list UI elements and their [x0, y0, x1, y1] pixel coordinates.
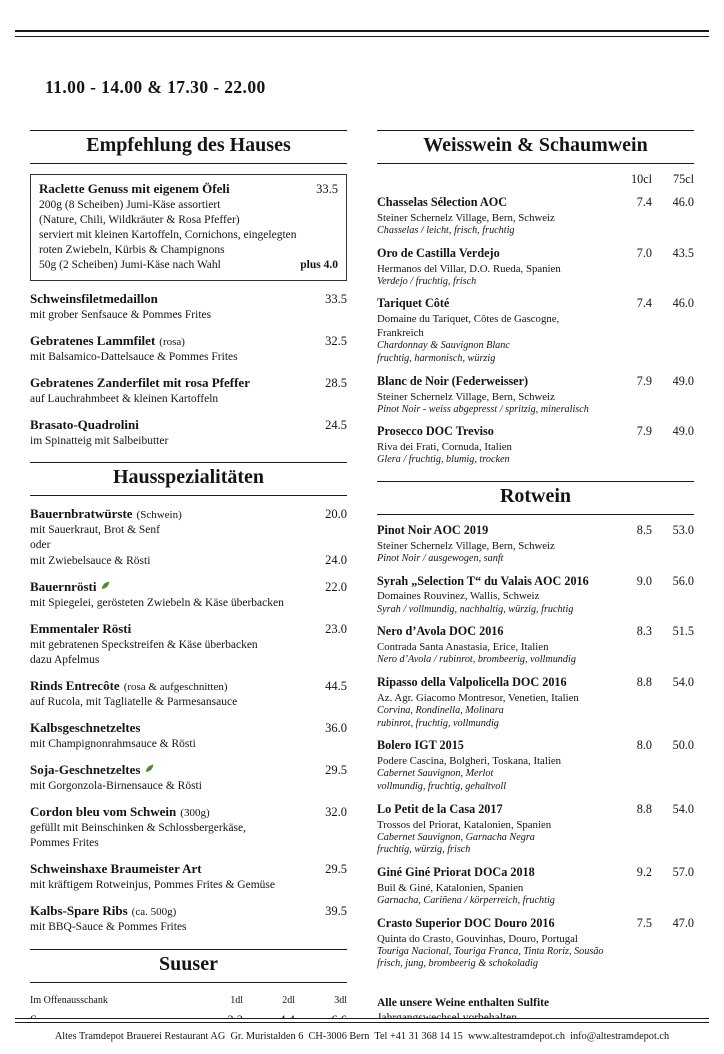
wine-descriptor: Verdejo / fruchtig, frisch [377, 275, 477, 287]
item-extra-row [39, 258, 338, 273]
menu-item [30, 416, 347, 449]
item-description: mit BBQ-Sauce & Pommes Frites [30, 920, 187, 933]
col-10cl: 10cl [631, 172, 652, 186]
wine-producer: Quinta do Crasto, Gouvinhas, Douro, Portugal [377, 932, 578, 945]
wine-item [377, 624, 694, 667]
wine-price-75cl: 46.0 [672, 195, 694, 209]
wine-producer: Az. Agr. Giacomo Montresor, Venetien, Italien [377, 691, 579, 704]
col-2dl: 2dl [282, 994, 295, 1006]
wine-item [377, 424, 694, 467]
wine-producer: Hermanos del Villar, D.O. Rueda, Spanien [377, 262, 561, 275]
item-title-row [30, 719, 347, 737]
item-extra-price: plus 4.0 [300, 258, 338, 271]
wine-name: Giné Giné Priorat DOCa 2018 [377, 865, 535, 880]
item-name-wrap [39, 180, 294, 198]
col-75cl: 75cl [673, 172, 694, 186]
wine-name: Blanc de Noir (Federweisser) [377, 373, 529, 388]
wine-item [377, 523, 694, 566]
item-alt-price: 24.0 [325, 553, 347, 568]
item-name-wrap [30, 505, 303, 523]
wine-price-75cl: 56.0 [672, 573, 694, 588]
wine-price-10cl: 7.5 [636, 915, 652, 930]
item-name: Brasato-Quadrolini [30, 416, 139, 432]
item-name-wrap [30, 416, 303, 434]
item-name: Raclette Genuss mit eigenem Öfeli [39, 181, 230, 196]
wine-price-10cl: 8.5 [636, 522, 652, 537]
item-description: auf Rucola, mit Tagliatelle & Parmesansauce [30, 696, 238, 709]
wine-title-row [377, 916, 694, 932]
wine-price-75cl: 54.0 [672, 674, 694, 689]
vegetarian-leaf-icon [144, 763, 155, 774]
wine-descriptor: vollmundig, fruchtig, gehaltvoll [377, 780, 507, 792]
wine-descriptor: Touriga Nacional, Touriga Franca, Tinta Roriz, Sousão [377, 945, 604, 957]
wine-producer: Podere Cascina, Bolgheri, Toskana, Italien [377, 755, 562, 768]
wine-title-row [377, 296, 694, 312]
item-description: Pommes Frites [30, 836, 99, 849]
item-description: gefüllt mit Beinschinken & Schlossbergerkäse, [30, 821, 247, 834]
wine-descriptor: Syrah / vollmundig, nachhaltig, würzig, fruchtig [377, 603, 574, 615]
item-price: 20.0 [325, 507, 347, 522]
wine-item [377, 574, 694, 617]
item-price: 32.0 [325, 804, 347, 819]
item-suffix: (ca. 500g) [131, 905, 177, 918]
suuser-label: Im Offenausschank [30, 994, 108, 1006]
wine-title-row [377, 523, 694, 539]
wine-price-10cl: 9.0 [636, 573, 652, 588]
item-title-row [30, 505, 347, 523]
menu-item [30, 578, 347, 611]
item-alt-row [30, 553, 347, 569]
wine-price-10cl: 7.9 [636, 424, 652, 439]
wine-producer: Steiner Schernelz Village, Bern, Schweiz [377, 211, 555, 224]
section-title-hausspezialitaeten: Hausspezialitäten [30, 462, 347, 496]
menu-item [30, 803, 347, 851]
item-name-wrap [30, 578, 303, 596]
item-description: mit Spiegelei, gerösteten Zwiebeln & Käse überbacken [30, 597, 284, 610]
menu-columns [0, 98, 724, 1028]
wine-price-10cl: 8.8 [636, 801, 652, 816]
item-title-row [30, 416, 347, 434]
col-1dl: 1dl [230, 994, 243, 1006]
wine-price-75cl: 43.5 [672, 245, 694, 260]
wine-item [377, 916, 694, 971]
item-title-row [30, 803, 347, 821]
item-title-row [30, 374, 347, 392]
item-name-wrap [30, 620, 303, 638]
right-column [377, 116, 694, 1024]
item-suffix: (300g) [180, 806, 210, 819]
page-footer [0, 1018, 724, 1054]
item-suffix: (rosa & aufgeschnitten) [123, 681, 228, 694]
item-description: mit Zwiebelsauce & Rösti [30, 555, 151, 568]
wine-descriptor: Chardonnay & Sauvignon Blanc [377, 340, 510, 352]
wine-producer: Trossos del Priorat, Katalonien, Spanien [377, 818, 552, 831]
item-title-row [30, 677, 347, 695]
item-name-wrap [30, 761, 303, 779]
item-title-row [30, 761, 347, 779]
footer-rule-1 [15, 1018, 709, 1019]
top-rule-thin [15, 36, 709, 37]
item-title-row [30, 860, 347, 878]
suuser-header-row [30, 995, 347, 1006]
item-name: Soja-Geschnetzeltes [30, 761, 141, 777]
raclette-highlight-box [30, 174, 347, 281]
section-title-weisswein: Weisswein & Schaumwein [377, 130, 694, 164]
wine-descriptor: Nero d’Avola / rubinrot, brombeerig, vollmundig [377, 654, 576, 666]
item-price: 22.0 [325, 580, 347, 595]
wine-title-row [377, 865, 694, 881]
wine-producer: Steiner Schernelz Village, Bern, Schweiz [377, 539, 555, 552]
item-price: 36.0 [325, 721, 347, 735]
wine-producer: Riva dei Frati, Cornuda, Italien [377, 441, 512, 454]
item-description: mit Gorgonzola-Birnensauce & Rösti [30, 779, 202, 792]
wine-title-row [377, 738, 694, 754]
item-name-wrap [30, 374, 303, 392]
wine-descriptor: Pinot Noir - weiss abgepresst / spritzig, mineralisch [377, 403, 589, 415]
item-description: 50g (2 Scheiben) Jumi-Käse nach Wahl [39, 258, 221, 271]
wine-name: Crasto Superior DOC Douro 2016 [377, 915, 555, 930]
wine-price-75cl: 49.0 [672, 424, 694, 439]
item-name: Bauernrösti [30, 579, 97, 595]
wine-name: Syrah „Selection T“ du Valais AOC 2016 [377, 573, 589, 588]
menu-item [30, 902, 347, 935]
item-name: Kalbsgeschnetzeltes [30, 720, 141, 735]
item-price: 33.5 [325, 291, 347, 306]
wine-price-75cl: 46.0 [672, 296, 694, 311]
wine-descriptor: Chasselas / leicht, frisch, fruchtig [377, 224, 515, 236]
wine-price-10cl: 8.0 [636, 738, 652, 753]
item-price: 29.5 [325, 861, 347, 876]
item-price: 32.5 [325, 333, 347, 348]
left-column [30, 116, 347, 1028]
wine-descriptor: Cabernet Sauvignon, Merlot [377, 768, 494, 780]
top-rule-thick [15, 30, 709, 32]
wine-price-10cl: 7.4 [636, 195, 652, 209]
item-price: 29.5 [325, 762, 347, 777]
menu-item [30, 719, 347, 752]
wine-title-row [377, 624, 694, 640]
wine-name: Bolero IGT 2015 [377, 738, 464, 753]
item-name: Gebratenes Zanderfilet mit rosa Pfeffer [30, 374, 250, 390]
wine-name: Tariquet Côté [377, 296, 450, 311]
wine-producer: Domaine du Tariquet, Côtes de Gascogne, [377, 313, 560, 326]
item-name: Schweinshaxe Braumeister Art [30, 860, 202, 876]
item-price: 24.5 [325, 417, 347, 432]
wine-price-75cl: 51.5 [672, 624, 694, 639]
wine-price-75cl: 47.0 [672, 915, 694, 930]
item-description: roten Zwiebeln, Kürbis & Champignons [39, 243, 225, 256]
item-description: im Spinatteig mit Salbeibutter [30, 434, 169, 447]
wine-price-10cl: 7.4 [636, 296, 652, 311]
item-price: 44.5 [325, 679, 347, 694]
wine-name: Prosecco DOC Treviso [377, 424, 494, 439]
wine-price-10cl: 7.9 [636, 373, 652, 388]
item-name-wrap [30, 860, 303, 878]
item-description: mit grober Senfsauce & Pommes Frites [30, 308, 212, 321]
item-name-wrap [30, 290, 303, 308]
wine-name: Lo Petit de la Casa 2017 [377, 801, 503, 816]
wine-title-row [377, 424, 694, 440]
item-name: Bauernbratwürste [30, 506, 133, 522]
sulfite-note: Alle unsere Weine enthalten Sulfite [377, 997, 550, 1010]
wine-price-75cl: 53.0 [672, 522, 694, 537]
menu-page [0, 30, 724, 1042]
item-price: 23.0 [325, 622, 347, 637]
wine-producer: Buil & Giné, Katalonien, Spanien [377, 881, 524, 894]
section-hausspezialitaeten [30, 462, 347, 934]
wine-item [377, 246, 694, 289]
wine-descriptor: Pinot Noir / ausgewogen, sanft [377, 552, 504, 564]
item-description: mit kräftigem Rotweinjus, Pommes Frites & Gemüse [30, 878, 275, 891]
item-name: Kalbs-Spare Ribs [30, 902, 128, 918]
section-rotwein [377, 481, 694, 971]
wine-title-row [377, 574, 694, 590]
wine-title-row [377, 195, 694, 211]
menu-item [30, 620, 347, 668]
item-name-wrap [30, 803, 303, 821]
item-price: 39.5 [325, 903, 347, 918]
section-suuser [30, 949, 347, 1028]
section-title-suuser: Suuser [30, 949, 347, 983]
wine-price-75cl: 50.0 [672, 738, 694, 753]
menu-item [30, 761, 347, 794]
wine-item [377, 296, 694, 365]
wine-descriptor: fruchtig, harmonisch, würzig [377, 352, 496, 364]
item-price: 33.5 [316, 182, 338, 196]
item-name: Schweinsfiletmedaillon [30, 290, 158, 306]
wine-title-row [377, 246, 694, 262]
menu-item [30, 290, 347, 323]
vegetarian-leaf-icon [100, 580, 111, 591]
wine-name: Nero d’Avola DOC 2016 [377, 624, 504, 639]
section-empfehlung [30, 130, 347, 448]
opening-hours: 11.00 - 14.00 & 17.30 - 22.00 [45, 77, 266, 97]
wine-price-10cl: 7.0 [636, 245, 652, 260]
wine-item [377, 738, 694, 793]
wine-descriptor: Cabernet Sauvignon, Garnacha Negra [377, 831, 535, 843]
wine-item [377, 865, 694, 908]
item-description: serviert mit kleinen Kartoffeln, Cornichons, eingelegten [39, 228, 297, 241]
wine-price-10cl: 8.8 [636, 674, 652, 689]
menu-item [30, 374, 347, 407]
wine-descriptor: Garnacha, Cariñena / körperreich, fruchtig [377, 894, 555, 906]
item-description: 200g (8 Scheiben) Jumi-Käse assortiert [39, 199, 221, 211]
wine-title-row [377, 802, 694, 818]
wine-name: Chasselas Sélection AOC [377, 195, 508, 209]
item-suffix: (rosa) [159, 335, 185, 348]
wine-price-75cl: 57.0 [672, 865, 694, 880]
wine-item [377, 195, 694, 238]
wine-price-75cl: 54.0 [672, 801, 694, 816]
item-description: auf Lauchrahmbeet & kleinen Kartoffeln [30, 392, 219, 405]
item-title-row [30, 290, 347, 308]
wine-price-headers [377, 172, 694, 187]
item-price: 28.5 [325, 375, 347, 390]
menu-item [30, 505, 347, 569]
section-title-rotwein: Rotwein [377, 481, 694, 515]
item-description: mit gebratenen Speckstreifen & Käse überbacken [30, 639, 258, 652]
item-name-wrap [30, 332, 303, 350]
wine-price-75cl: 49.0 [672, 373, 694, 388]
item-name: Emmentaler Rösti [30, 621, 132, 637]
item-description: dazu Apfelmus [30, 654, 100, 667]
wine-producer: Steiner Schernelz Village, Bern, Schweiz [377, 390, 555, 403]
section-title-empfehlung: Empfehlung des Hauses [30, 130, 347, 164]
item-name-wrap [30, 719, 303, 737]
wine-item [377, 802, 694, 857]
wine-price-10cl: 8.3 [636, 624, 652, 639]
wine-price-10cl: 9.2 [636, 865, 652, 880]
item-description: mit Balsamico-Dattelsauce & Pommes Frites [30, 350, 238, 363]
item-name: Rinds Entrecôte [30, 678, 120, 694]
top-rules [15, 30, 709, 37]
menu-item [30, 332, 347, 365]
wine-producer: Domaines Rouvinez, Wallis, Schweiz [377, 590, 540, 603]
item-title-row [30, 332, 347, 350]
wine-title-row [377, 675, 694, 691]
wine-descriptor: fruchtig, würzig, frisch [377, 844, 471, 856]
footer-rule-2 [15, 1022, 709, 1023]
item-description: mit Champignonrahmsauce & Rösti [30, 738, 196, 750]
col-3dl: 3dl [334, 994, 347, 1006]
wine-item [377, 675, 694, 730]
item-name-wrap [30, 677, 303, 695]
wine-producer: Frankreich [377, 327, 424, 340]
wine-producer: Contrada Santa Anastasia, Erice, Italien [377, 641, 549, 654]
wine-title-row [377, 374, 694, 390]
item-description: oder [30, 539, 51, 552]
wine-descriptor: frisch, jung, brombeerig & schokoladig [377, 958, 538, 970]
item-title-row [30, 620, 347, 638]
menu-item [30, 860, 347, 893]
wine-name: Pinot Noir AOC 2019 [377, 522, 489, 537]
item-description: (Nature, Chili, Wildkräuter & Rosa Pfeffer) [39, 213, 240, 226]
wine-descriptor: rubinrot, fruchtig, vollmundig [377, 717, 499, 729]
item-name-wrap [30, 902, 303, 920]
wine-descriptor: Corvina, Rondinella, Molinara [377, 704, 504, 716]
footer-text: Altes Tramdepot Brauerei Restaurant AG Gr. Muristalden 6 CH-3006 Bern Tel +41 31 368 14 15 www.altestramdepot.ch info@altestramdepot.ch [54, 1031, 670, 1042]
section-weisswein [377, 130, 694, 467]
wine-descriptor: Glera / fruchtig, blumig, trocken [377, 454, 510, 466]
item-title-row [39, 180, 338, 198]
item-title-row [30, 578, 347, 596]
item-name: Gebratenes Lammfilet [30, 332, 156, 348]
item-name: Cordon bleu vom Schwein [30, 803, 177, 819]
wine-item [377, 374, 694, 417]
item-title-row [30, 902, 347, 920]
item-suffix: (Schwein) [136, 509, 182, 522]
item-description: mit Sauerkraut, Brot & Senf [30, 524, 160, 537]
wine-name: Oro de Castilla Verdejo [377, 245, 500, 260]
menu-item [30, 677, 347, 710]
wine-name: Ripasso della Valpolicella DOC 2016 [377, 674, 567, 689]
